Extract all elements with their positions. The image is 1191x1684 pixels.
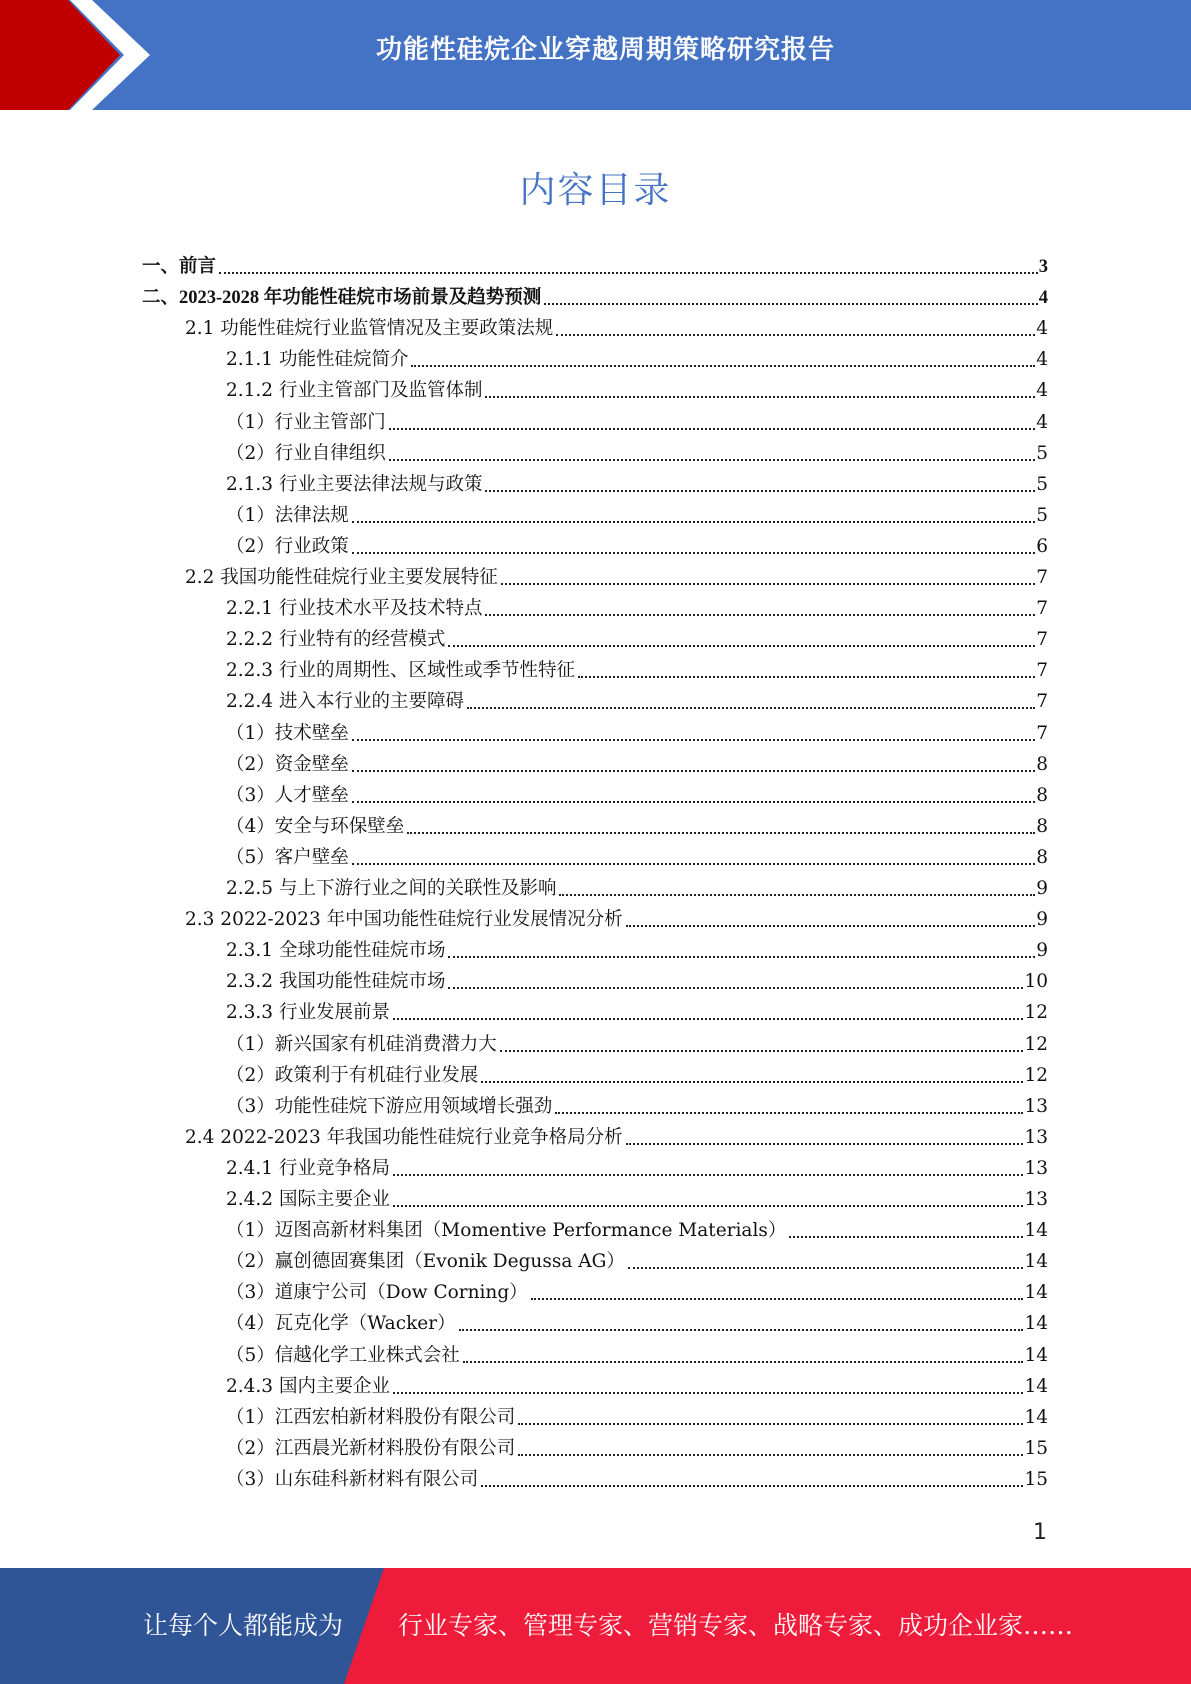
toc-entry[interactable] <box>226 1030 1048 1061</box>
toc-entry-label: （5）客户壁垒 <box>226 846 349 868</box>
toc-entry-page: 4 <box>1036 380 1048 402</box>
toc-entry-page: 5 <box>1036 504 1048 526</box>
toc-entry-page: 8 <box>1036 815 1048 837</box>
toc-entry-page: 8 <box>1036 846 1048 868</box>
toc-entry[interactable] <box>226 843 1048 874</box>
toc-leader-dots <box>352 520 1035 523</box>
toc-entry[interactable] <box>226 345 1048 376</box>
toc-entry-page: 9 <box>1036 940 1048 962</box>
toc-entry-label: 2.3.3 行业发展前景 <box>226 1002 390 1024</box>
toc-entry-page: 4 <box>1036 349 1048 371</box>
toc-leader-dots <box>501 582 1035 585</box>
toc-entry-page: 14 <box>1024 1406 1048 1428</box>
toc-leader-dots <box>352 551 1035 554</box>
toc-entry-label: 二、2023-2028 年功能性硅烷市场前景及趋势预测 <box>142 288 542 309</box>
toc-entry[interactable] <box>226 376 1048 407</box>
toc-entry-page: 7 <box>1036 722 1048 744</box>
toc-entry[interactable] <box>226 1465 1048 1496</box>
toc-entry-label: 2.4.3 国内主要企业 <box>226 1375 390 1397</box>
toc-entry[interactable] <box>226 532 1048 563</box>
toc-leader-dots <box>531 1297 1024 1300</box>
toc-entry-page: 12 <box>1024 1064 1048 1086</box>
toc-entry[interactable] <box>226 967 1048 998</box>
toc-leader-dots <box>578 675 1035 678</box>
toc-entry-page: 7 <box>1036 629 1048 651</box>
header-banner <box>0 0 1191 110</box>
toc-entry-page: 4 <box>1036 318 1048 340</box>
toc-leader-dots <box>448 986 1023 989</box>
toc-leader-dots <box>389 427 1035 430</box>
toc-leader-dots <box>407 831 1035 834</box>
toc-leader-dots <box>789 1235 1023 1238</box>
toc-entry-label: 2.1.1 功能性硅烷简介 <box>226 349 409 371</box>
toc-leader-dots <box>556 333 1035 336</box>
toc-entry-page: 9 <box>1036 878 1048 899</box>
toc-entry[interactable] <box>226 750 1048 781</box>
toc-entry-page: 10 <box>1024 971 1048 993</box>
toc-entry[interactable] <box>185 905 1048 936</box>
toc-entry-label: （3）山东硅科新材料有限公司 <box>226 1468 479 1490</box>
toc-leader-dots <box>626 1142 1024 1145</box>
toc-entry-label: 2.1.3 行业主要法律法规与政策 <box>226 473 483 495</box>
toc-entry-page: 15 <box>1024 1468 1048 1490</box>
toc-leader-dots <box>559 893 1035 896</box>
toc-entry-label: （1）法律法规 <box>226 504 349 526</box>
toc-leader-dots <box>459 1328 1024 1331</box>
toc-entry-page: 13 <box>1024 1126 1048 1148</box>
toc-entry-label: （1）迈图高新材料集团（Momentive Performance Materials） <box>226 1220 787 1242</box>
toc-leader-dots <box>518 1453 1023 1456</box>
toc-leader-dots <box>393 1173 1023 1176</box>
toc-entry[interactable] <box>185 314 1048 345</box>
toc-entry-page: 14 <box>1024 1251 1048 1273</box>
toc-leader-dots <box>352 862 1035 865</box>
toc-entry-label: 一、前言 <box>142 257 217 277</box>
toc-leader-dots <box>393 1017 1023 1020</box>
toc-entry-label: 2.2.3 行业的周期性、区域性或季节性特征 <box>226 660 575 682</box>
toc-leader-dots <box>481 1080 1023 1083</box>
toc-entry-page: 12 <box>1024 1033 1048 1055</box>
toc-entry-page: 14 <box>1024 1282 1048 1304</box>
toc-entry-page: 4 <box>1036 411 1048 433</box>
toc-entry-page: 8 <box>1036 753 1048 775</box>
toc-entry-label: （5）信越化学工业株式会社 <box>226 1344 460 1366</box>
toc-entry-label: 2.2.5 与上下游行业之间的关联性及影响 <box>226 878 557 899</box>
toc-entry-page: 15 <box>1024 1437 1048 1459</box>
toc-leader-dots <box>485 613 1035 616</box>
toc-entry[interactable] <box>226 998 1048 1029</box>
toc-entry[interactable] <box>226 1154 1048 1185</box>
toc-entry-page: 5 <box>1036 473 1048 495</box>
toc-entry[interactable] <box>226 781 1048 812</box>
toc-entry[interactable] <box>226 1309 1048 1340</box>
toc-entry-page: 9 <box>1036 909 1048 931</box>
toc-entry-page: 14 <box>1024 1375 1048 1397</box>
toc-entry-page: 14 <box>1024 1220 1048 1242</box>
toc-entry-label: 2.2 我国功能性硅烷行业主要发展特征 <box>185 567 498 588</box>
toc-entry[interactable] <box>226 625 1048 656</box>
toc-entry-label: 2.3.1 全球功能性硅烷市场 <box>226 940 446 962</box>
toc-entry[interactable] <box>226 408 1048 439</box>
toc-leader-dots <box>411 364 1035 367</box>
toc-entry-label: 2.2.1 行业技术水平及技术特点 <box>226 598 483 620</box>
toc-entry-label: 2.4.1 行业竞争格局 <box>226 1157 390 1179</box>
toc-leader-dots <box>544 302 1037 305</box>
toc-entry[interactable] <box>226 1061 1048 1092</box>
toc-leader-dots <box>448 644 1035 647</box>
toc-heading: 内容目录 <box>519 170 672 211</box>
toc-entry[interactable] <box>142 252 1048 283</box>
footer-slogan-right: 行业专家、管理专家、营销专家、战略专家、成功企业家…… <box>398 1611 1074 1640</box>
toc-leader-dots <box>481 1484 1023 1487</box>
toc-leader-dots <box>463 1360 1024 1363</box>
toc-entry[interactable] <box>226 470 1048 501</box>
toc-leader-dots <box>518 1422 1023 1425</box>
toc-entry[interactable] <box>226 1216 1048 1247</box>
toc-entry[interactable] <box>226 594 1048 625</box>
toc-entry[interactable] <box>226 1247 1048 1278</box>
toc-leader-dots <box>626 924 1036 927</box>
toc-leader-dots <box>485 395 1035 398</box>
toc-leader-dots <box>393 1391 1023 1394</box>
toc-entry-page: 5 <box>1036 442 1048 464</box>
toc-entry[interactable] <box>226 719 1048 750</box>
toc-entry-page: 14 <box>1024 1344 1048 1366</box>
toc-leader-dots <box>555 1111 1023 1114</box>
toc-leader-dots <box>352 769 1035 772</box>
toc-leader-dots <box>500 1049 1024 1052</box>
toc-entry-label: （2）江西晨光新材料股份有限公司 <box>226 1437 516 1459</box>
toc-entry-label: 2.4 2022-2023 年我国功能性硅烷行业竞争格局分析 <box>185 1126 623 1148</box>
toc-entry[interactable] <box>226 1341 1048 1372</box>
toc-entry-page: 7 <box>1036 691 1048 713</box>
toc-leader-dots <box>352 738 1035 741</box>
toc-entry[interactable] <box>226 1092 1048 1123</box>
toc-leader-dots <box>485 489 1035 492</box>
toc-entry[interactable] <box>185 563 1048 594</box>
toc-entry-page: 13 <box>1024 1095 1048 1117</box>
toc-leader-dots <box>389 458 1035 461</box>
toc-entry[interactable] <box>226 874 1048 905</box>
footer-banner <box>0 1568 1191 1684</box>
toc-entry-label: （3）人才壁垒 <box>226 784 349 806</box>
toc-entry[interactable] <box>226 439 1048 470</box>
toc-entry[interactable] <box>226 936 1048 967</box>
toc-entry[interactable] <box>226 1403 1048 1434</box>
toc-leader-dots <box>219 271 1038 274</box>
toc-entry-page: 8 <box>1036 784 1048 806</box>
toc-entry-label: 2.1.2 行业主管部门及监管体制 <box>226 380 483 402</box>
toc-entry-page: 4 <box>1038 288 1048 309</box>
toc-entry-label: （1）江西宏柏新材料股份有限公司 <box>226 1406 516 1428</box>
toc-entry-label: （3）功能性硅烷下游应用领域增长强劲 <box>226 1095 553 1117</box>
toc-entry[interactable] <box>226 687 1048 718</box>
footer-slogan-left: 让每个人都能成为 <box>143 1611 344 1640</box>
toc-entry-page: 7 <box>1036 660 1048 682</box>
toc-entry[interactable] <box>226 1434 1048 1465</box>
toc-entry-page: 6 <box>1036 535 1048 557</box>
toc-entry-label: （2）政策利于有机硅行业发展 <box>226 1064 479 1086</box>
toc-entry-label: 2.3.2 我国功能性硅烷市场 <box>226 971 446 993</box>
toc-leader-dots <box>448 955 1035 958</box>
toc-entry-label: （2）行业政策 <box>226 535 349 557</box>
toc-entry[interactable] <box>185 1123 1048 1154</box>
report-title: 功能性硅烷企业穿越周期策略研究报告 <box>375 35 835 65</box>
toc-leader-dots <box>352 800 1035 803</box>
toc-entry-label: （1）行业主管部门 <box>226 411 386 433</box>
toc-entry-label: （2）赢创德固赛集团（Evonik Degussa AG） <box>226 1251 625 1273</box>
toc-leader-dots <box>467 706 1035 709</box>
toc-entry-label: 2.2.4 进入本行业的主要障碍 <box>226 691 464 713</box>
toc-entry-label: （2）行业自律组织 <box>226 442 386 464</box>
toc-entry-page: 7 <box>1036 598 1048 620</box>
toc-entry-label: （1）新兴国家有机硅消费潜力大 <box>226 1033 497 1055</box>
toc-entry-label: （2）资金壁垒 <box>226 753 349 775</box>
toc-entry[interactable] <box>226 1372 1048 1403</box>
toc-entry[interactable] <box>226 501 1048 532</box>
toc-entry-label: 2.4.2 国际主要企业 <box>226 1189 390 1210</box>
toc-entry-label: （3）道康宁公司（Dow Corning） <box>226 1282 528 1304</box>
toc-entry-page: 13 <box>1024 1157 1048 1179</box>
toc-entry[interactable] <box>226 812 1048 843</box>
toc-entry[interactable] <box>226 1278 1048 1309</box>
toc-entry-label: 2.2.2 行业特有的经营模式 <box>226 629 446 651</box>
toc-entry-label: （4）瓦克化学（Wacker） <box>226 1313 456 1335</box>
toc-entry-page: 12 <box>1024 1002 1048 1024</box>
toc-entry-page: 3 <box>1038 257 1048 277</box>
toc-leader-dots <box>393 1204 1023 1207</box>
toc-entry[interactable] <box>142 283 1048 314</box>
page-number: 1 <box>1033 1520 1047 1545</box>
toc-entry[interactable] <box>226 656 1048 687</box>
toc-entry-page: 14 <box>1024 1313 1048 1335</box>
toc-entry-label: （1）技术壁垒 <box>226 722 349 744</box>
toc-leader-dots <box>628 1266 1024 1269</box>
toc-entry-page: 13 <box>1024 1189 1048 1210</box>
toc-entry-label: 2.3 2022-2023 年中国功能性硅烷行业发展情况分析 <box>185 909 623 931</box>
toc-entry-label: （4）安全与环保壁垒 <box>226 815 405 837</box>
toc-entry-page: 7 <box>1036 567 1048 588</box>
toc-entry[interactable] <box>226 1185 1048 1216</box>
toc-entry-label: 2.1 功能性硅烷行业监管情况及主要政策法规 <box>185 318 554 340</box>
